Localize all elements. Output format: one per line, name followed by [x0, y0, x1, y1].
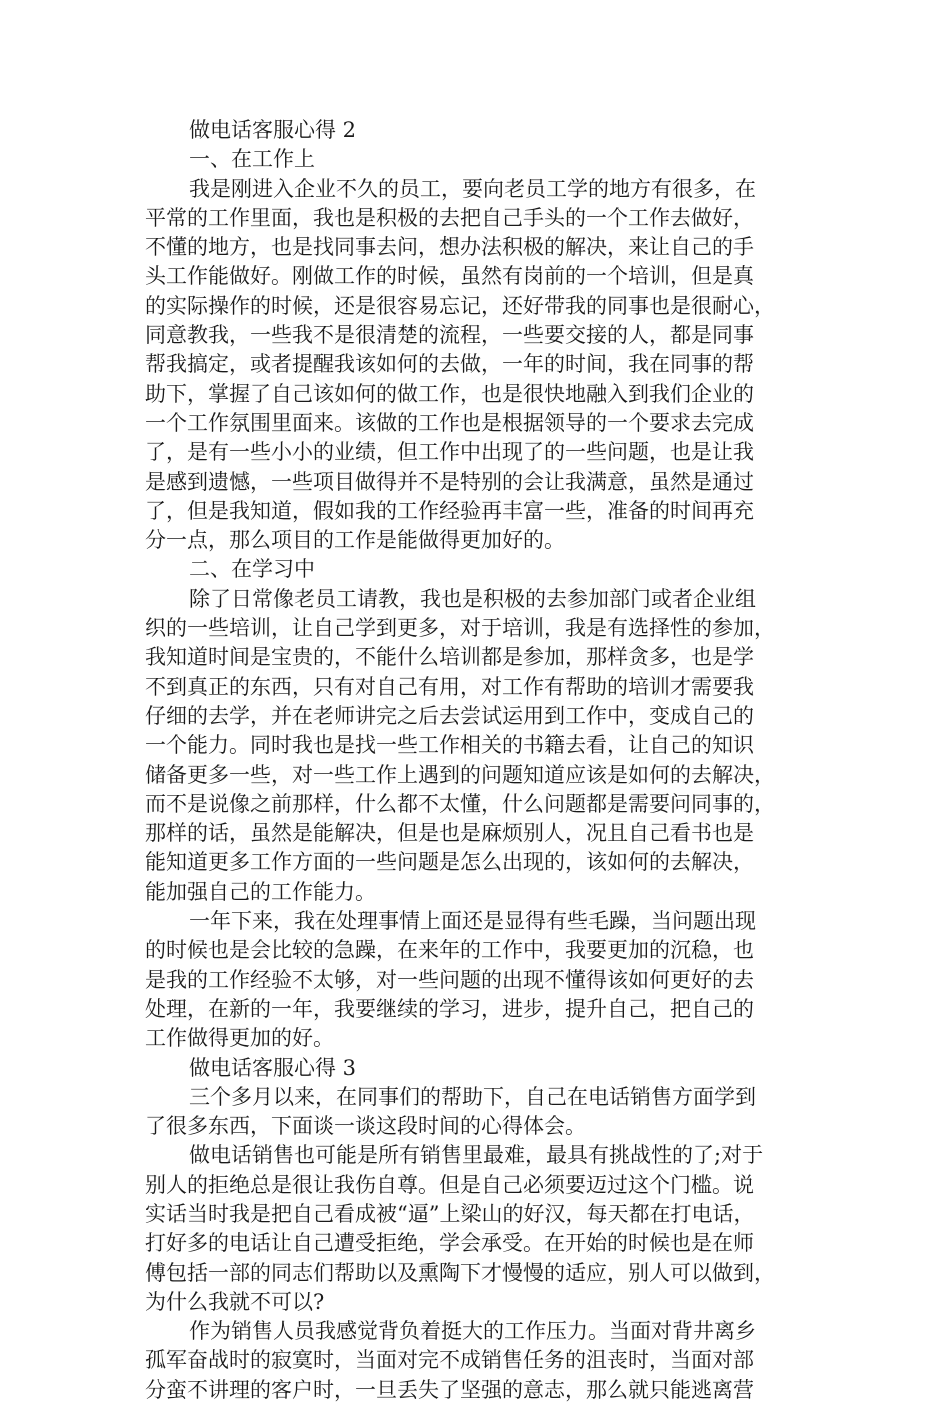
text-line: 是感到遗憾，一些项目做得并不是特别的会让我满意，虽然是通过 — [145, 469, 754, 494]
text-line: 做电话客服心得 3 — [189, 1055, 357, 1080]
text-line: 帮我搞定，或者提醒我该如何的去做，一年的时间，我在同事的帮 — [145, 352, 754, 377]
text-line: 了很多东西，下面谈一谈这段时间的心得体会。 — [145, 1114, 586, 1139]
text-line: 别人的拒绝总是很让我伤自尊。但是自己必须要迈过这个门槛。说 — [145, 1172, 754, 1197]
document-page — [145, 116, 815, 1405]
text-line: 不到真正的东西，只有对自己有用，对工作有帮助的培训才需要我 — [145, 674, 754, 699]
text-line: 了，是有一些小小的业绩，但工作中出现了的一些问题，也是让我 — [145, 440, 754, 465]
text-line: 一、在工作上 — [189, 147, 315, 172]
text-line: 作为销售人员我感觉背负着挺大的工作压力。当面对背井离乡 — [189, 1319, 756, 1344]
text-line: 除了日常像老员工请教，我也是积极的去参加部门或者企业组 — [189, 586, 756, 611]
text-line: 能知道更多工作方面的一些问题是怎么出现的，该如何的去解决， — [145, 850, 754, 875]
text-line: 工作做得更加的好。 — [145, 1026, 334, 1051]
text-line: 那样的话，虽然是能解决，但是也是麻烦别人，况且自己看书也是 — [145, 821, 754, 846]
text-line: 了，但是我知道，假如我的工作经验再丰富一些，准备的时间再充 — [145, 498, 754, 523]
text-line: 储备更多一些，对一些工作上遇到的问题知道应该是如何的去解决， — [145, 762, 775, 787]
text-line: 我知道时间是宝贵的，不能什么培训都是参加，那样贪多，也是学 — [145, 645, 754, 670]
text-line: 同意教我，一些我不是很清楚的流程，一些要交接的人，都是同事 — [145, 323, 754, 348]
text-line: 助下，掌握了自己该如何的做工作，也是很快地融入到我们企业的 — [145, 381, 754, 406]
text-line: 的时候也是会比较的急躁，在来年的工作中，我要更加的沉稳，也 — [145, 938, 754, 963]
text-line: 织的一些培训，让自己学到更多，对于培训，我是有选择性的参加， — [145, 616, 775, 641]
text-line: 做电话销售也可能是所有销售里最难，最具有挑战性的了;对于 — [189, 1143, 764, 1168]
text-line: 平常的工作里面，我也是积极的去把自己手头的一个工作去做好， — [145, 205, 754, 230]
text-line: 打好多的电话让自己遭受拒绝，学会承受。在开始的时候也是在师 — [145, 1231, 754, 1256]
text-line: 孤军奋战时的寂寞时，当面对完不成销售任务的沮丧时，当面对部 — [145, 1348, 754, 1373]
text-line: 做电话客服心得 2 — [189, 118, 357, 142]
text-line: 而不是说像之前那样，什么都不太懂，什么问题都是需要问同事的， — [145, 791, 775, 816]
text-line: 一年下来，我在处理事情上面还是显得有些毛躁，当问题出现 — [189, 909, 756, 934]
text-line: 二、在学习中 — [189, 557, 315, 582]
text-line: 处理，在新的一年，我要继续的学习，进步，提升自己，把自己的 — [145, 996, 754, 1021]
text-line: 实话当时我是把自己看成被“逼”上梁山的好汉，每天都在打电话， — [145, 1201, 755, 1226]
text-line: 分蛮不讲理的客户时，一旦丢失了坚强的意志，那么就只能逃离营 — [145, 1377, 754, 1402]
text-line: 我是刚进入企业不久的员工，要向老员工学的地方有很多，在 — [189, 176, 756, 201]
text-line: 一个能力。同时我也是找一些工作相关的书籍去看，让自己的知识 — [145, 733, 754, 758]
text-line: 的实际操作的时候，还是很容易忘记，还好带我的同事也是很耐心， — [145, 293, 775, 318]
text-line: 是我的工作经验不太够，对一些问题的出现不懂得该如何更好的去 — [145, 967, 754, 992]
text-line: 能加强自己的工作能力。 — [145, 879, 376, 904]
text-line: 为什么我就不可以? — [145, 1289, 325, 1314]
text-line: 傅包括一部的同志们帮助以及熏陶下才慢慢的适应，别人可以做到， — [145, 1260, 775, 1285]
text-line: 仔细的去学，并在老师讲完之后去尝试运用到工作中，变成自己的 — [145, 703, 754, 728]
text-line: 一个工作氛围里面来。该做的工作也是根据领导的一个要求去完成 — [145, 410, 754, 435]
text-line: 头工作能做好。刚做工作的时候，虽然有岗前的一个培训，但是真 — [145, 264, 754, 289]
text-line: 三个多月以来，在同事们的帮助下，自己在电话销售方面学到 — [189, 1084, 756, 1109]
text-line: 不懂的地方，也是找同事去问，想办法积极的解决，来让自己的手 — [145, 235, 754, 260]
text-line: 分一点，那么项目的工作是能做得更加好的。 — [145, 528, 565, 553]
